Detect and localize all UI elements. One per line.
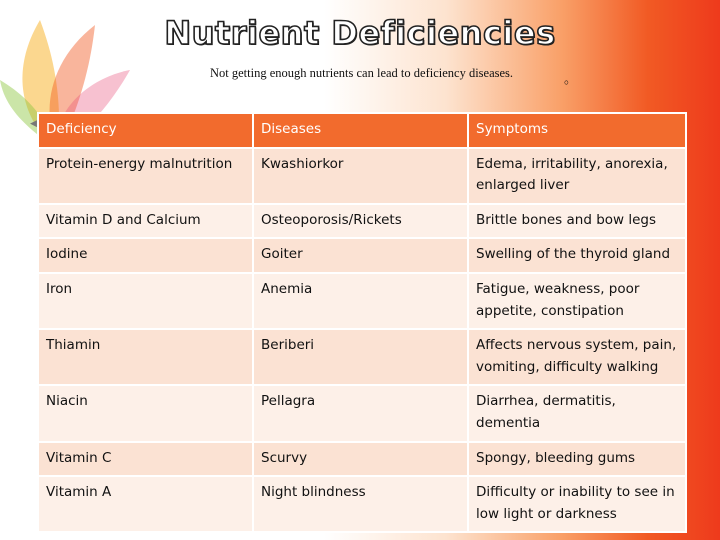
cell-symptoms: Diarrhea, dermatitis, dementia (468, 385, 686, 441)
cell-disease: Night blindness (253, 476, 468, 532)
cell-deficiency: Iron (38, 273, 253, 329)
header-symptoms: Symptoms (468, 113, 686, 148)
cell-disease: Kwashiorkor (253, 148, 468, 204)
table-row (38, 238, 686, 273)
cell-symptoms: Spongy, bleeding gums (468, 442, 686, 477)
cell-deficiency: Protein-energy malnutrition (38, 148, 253, 204)
table-row (38, 204, 686, 239)
cell-symptoms: Swelling of the thyroid gland (468, 238, 686, 273)
bullet-triangle-icon: ◀ (30, 118, 37, 128)
cell-symptoms: Affects nervous system, pain, vomiting, difficulty walking (468, 329, 686, 385)
table-row (38, 148, 686, 204)
cell-deficiency: Vitamin C (38, 442, 253, 477)
page-subtitle: Not getting enough nutrients can lead to deficiency diseases. (210, 66, 514, 80)
subtitle-mark: 。 (564, 71, 578, 86)
cell-disease: Scurvy (253, 442, 468, 477)
cell-deficiency: Vitamin A (38, 476, 253, 532)
header-deficiency: Deficiency (38, 113, 253, 148)
cell-disease: Anemia (253, 273, 468, 329)
cell-symptoms: Fatigue, weakness, poor appetite, constipation (468, 273, 686, 329)
table-row (38, 273, 686, 329)
table-row (38, 476, 686, 532)
table-row (38, 329, 686, 385)
cell-symptoms: Brittle bones and bow legs (468, 204, 686, 239)
cell-disease: Osteoporosis/Rickets (253, 204, 468, 239)
table-row (38, 442, 686, 477)
cell-symptoms: Difficulty or inability to see in low light or darkness (468, 476, 686, 532)
header-diseases: Diseases (253, 113, 468, 148)
cell-disease: Pellagra (253, 385, 468, 441)
page-title: Nutrient Deficiencies (164, 14, 556, 52)
cell-disease: Goiter (253, 238, 468, 273)
cell-deficiency: Iodine (38, 238, 253, 273)
deficiency-table (37, 112, 687, 533)
cell-symptoms: Edema, irritability, anorexia, enlarged liver (468, 148, 686, 204)
cell-deficiency: Niacin (38, 385, 253, 441)
table-row (38, 385, 686, 441)
cell-disease: Beriberi (253, 329, 468, 385)
table-header-row (38, 113, 686, 148)
cell-deficiency: Vitamin D and Calcium (38, 204, 253, 239)
cell-deficiency: Thiamin (38, 329, 253, 385)
